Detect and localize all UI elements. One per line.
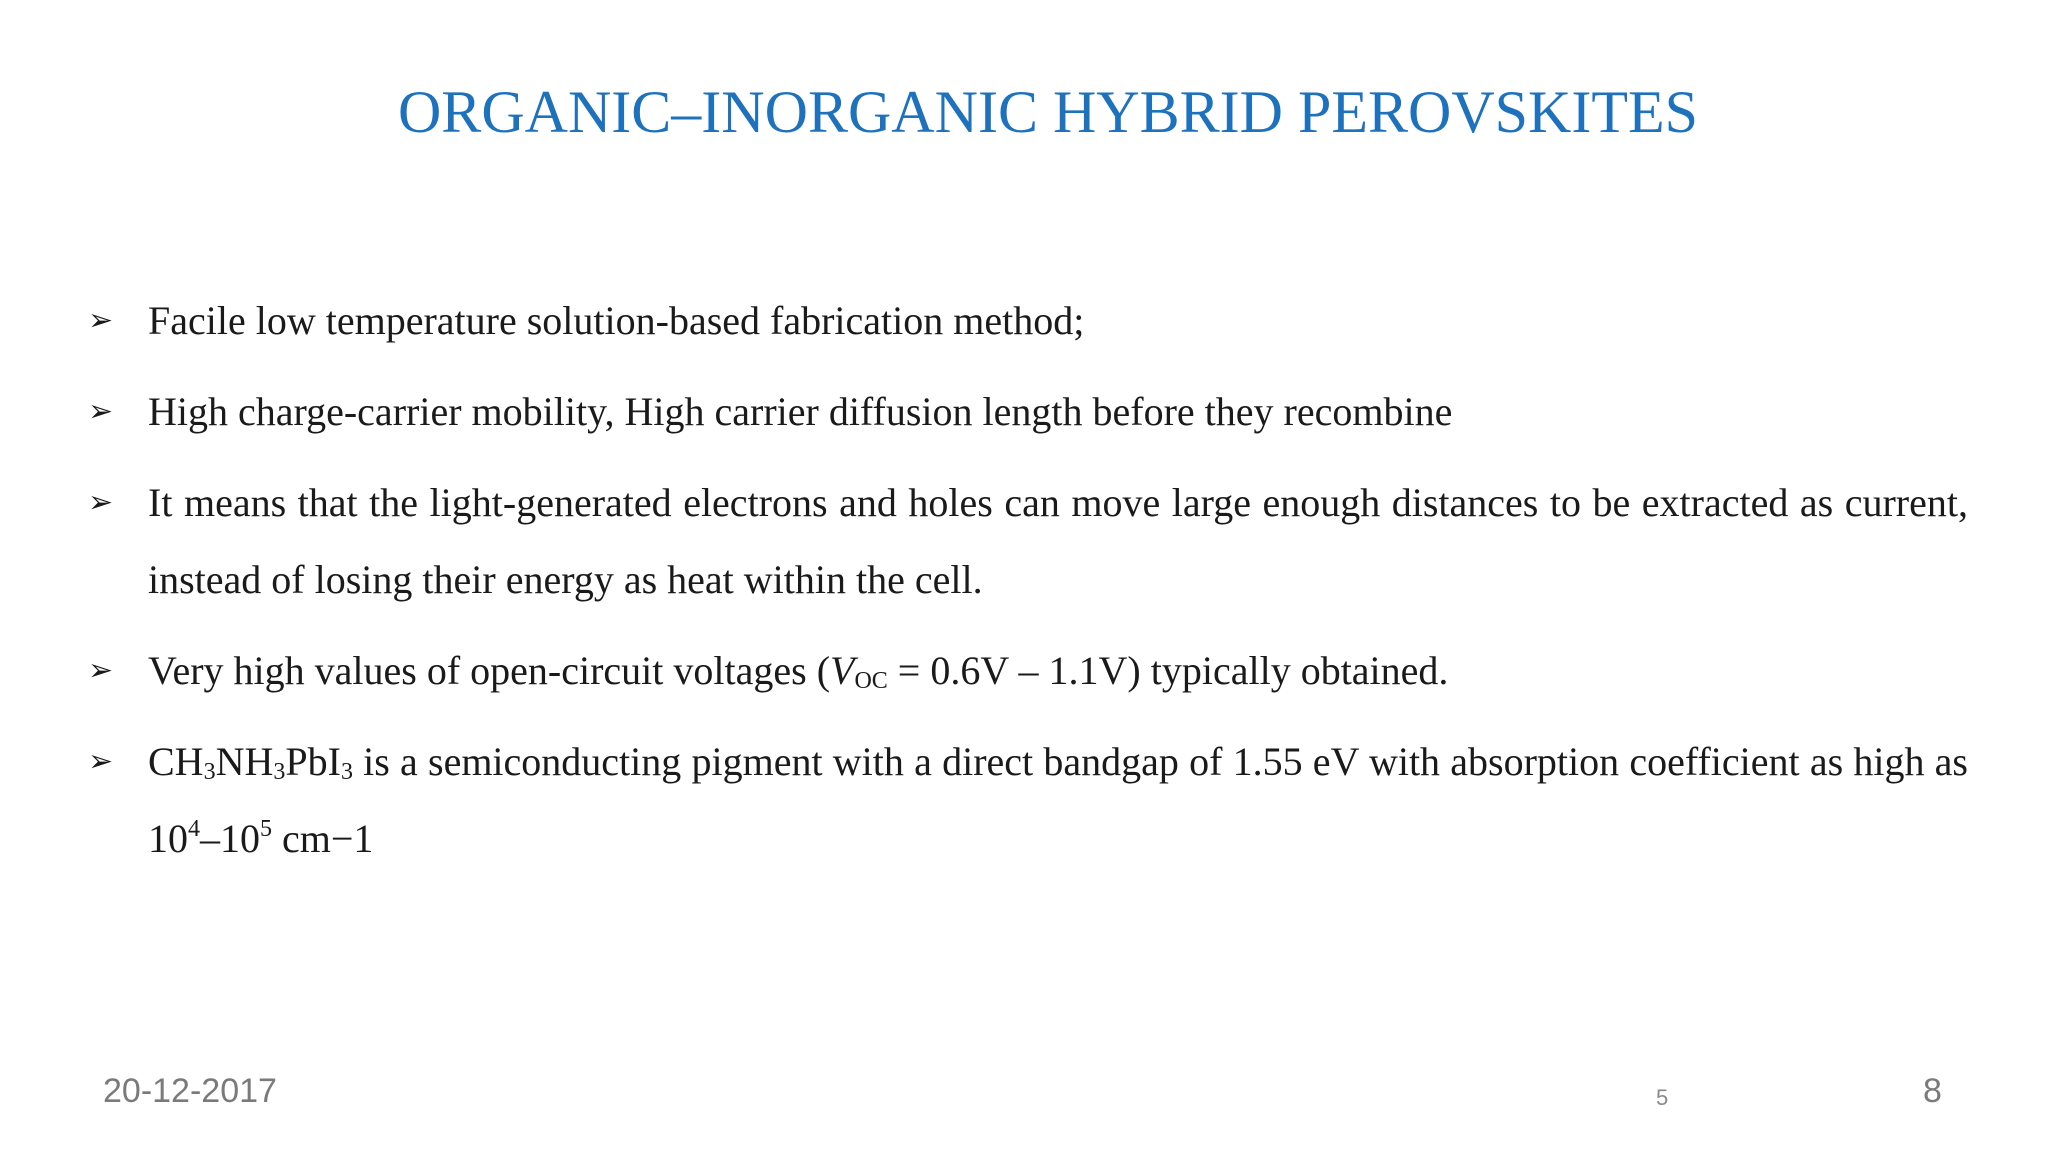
bullet-list <box>88 282 1968 891</box>
voltage-text-post: = 0.6V – 1.1V) typically obtained. <box>887 648 1449 693</box>
formula-subscript: 3 <box>203 759 216 785</box>
arrow-bullet-icon: ➢ <box>88 394 114 429</box>
slide-title: ORGANIC–INORGANIC HYBRID PEROVSKITES <box>397 79 1699 145</box>
bullet-item <box>88 632 1968 709</box>
bullet-text: Facile low temperature solution-based fabrication method; <box>148 298 1085 343</box>
arrow-bullet-icon: ➢ <box>88 653 114 688</box>
arrow-bullet-icon: ➢ <box>88 744 114 779</box>
bullet-text: High charge-carrier mobility, High carrier diffusion length before they recombine <box>148 389 1453 434</box>
bullet-item <box>88 282 1968 359</box>
formula-part: PbI <box>285 739 341 784</box>
page-number: 8 <box>1923 1072 1942 1110</box>
formula-part: CH <box>148 739 204 784</box>
bullet-item <box>88 464 1968 618</box>
voltage-text-pre: Very high values of open-circuit voltages ( <box>148 648 831 693</box>
bullet-text: It means that the light-generated electrons and holes can move large enough distances to be extracted as current, instead of losing their energy as heat within the cell. <box>148 480 1968 602</box>
formula-subscript: 3 <box>273 759 286 785</box>
bullet-text <box>148 632 1968 709</box>
exponent: 4 <box>188 816 200 842</box>
bullet-text <box>148 723 1968 877</box>
arrow-bullet-icon: ➢ <box>88 485 114 520</box>
range-text: –10 <box>200 816 260 861</box>
footer-date: 20-12-2017 <box>103 1072 277 1110</box>
footer-small-number: 5 <box>1656 1085 1669 1110</box>
exponent: 5 <box>260 816 272 842</box>
unit-text: cm−1 <box>272 816 374 861</box>
formula-subscript: 3 <box>340 759 353 785</box>
bullet-item <box>88 723 1968 877</box>
voltage-symbol: V <box>830 648 855 693</box>
formula-part: NH <box>215 739 274 784</box>
bullet-item <box>88 373 1968 450</box>
arrow-bullet-icon: ➢ <box>88 303 114 338</box>
bandgap-text: is a semiconducting pigment with a direct bandgap of 1.55 eV with absorption coefficient as high as 10 <box>148 739 1968 861</box>
voltage-subscript: OC <box>854 668 888 694</box>
